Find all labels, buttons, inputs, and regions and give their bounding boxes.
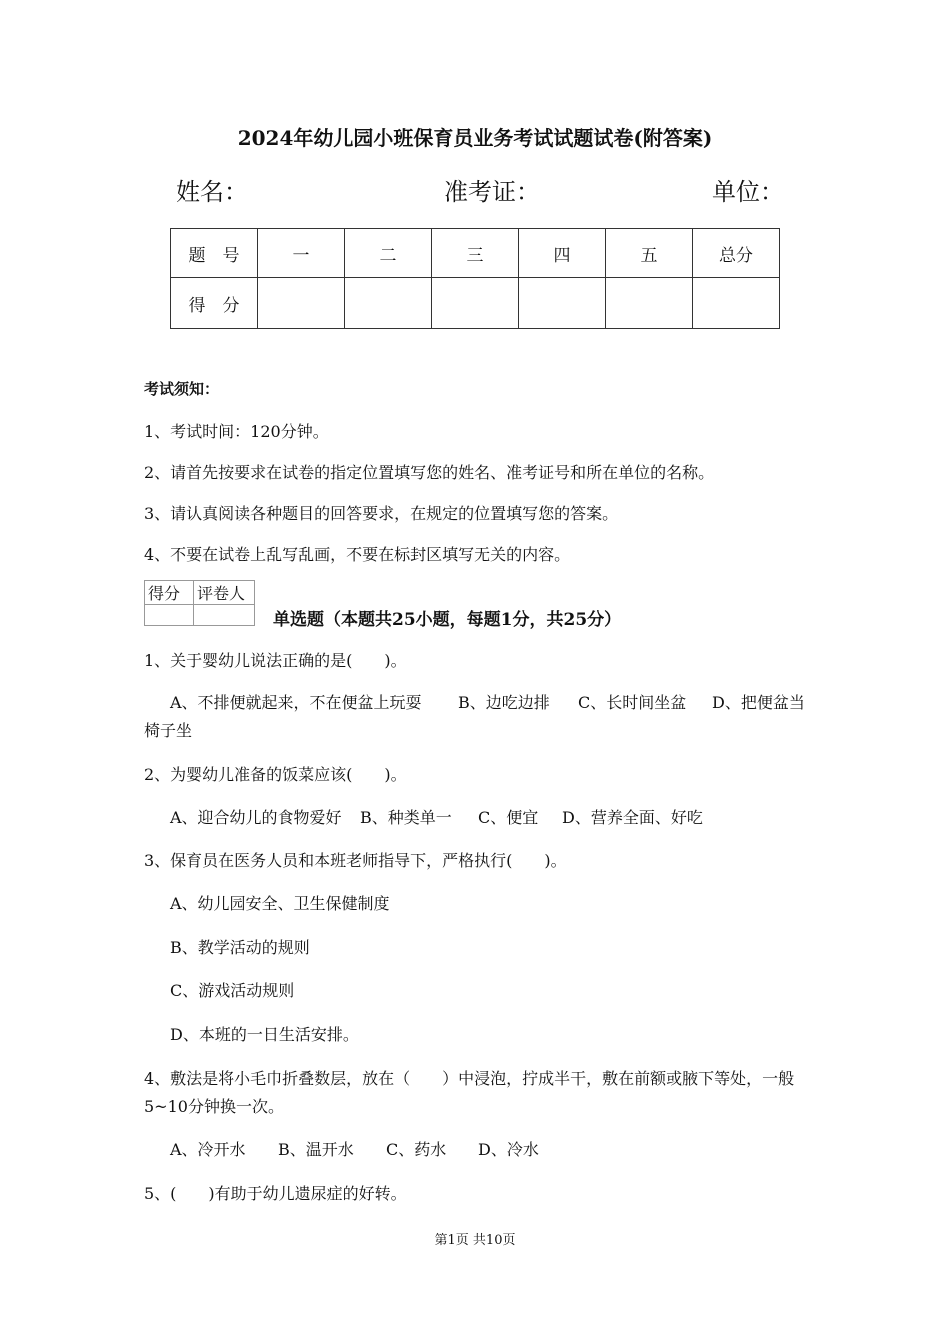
score-table-score-row bbox=[171, 278, 780, 329]
grader-reviewer-cell[interactable] bbox=[194, 605, 255, 626]
option[interactable]: A、冷开水 bbox=[170, 1140, 246, 1159]
score-cell[interactable] bbox=[606, 278, 693, 329]
section-title: 单选题（本题共25小题，每题1分，共25分） bbox=[273, 610, 622, 630]
score-cell[interactable] bbox=[693, 278, 780, 329]
option[interactable]: C、便宜 bbox=[478, 808, 539, 827]
question-stem: 4、敷法是将小毛巾折叠数层，放在（ ）中浸泡，拧成半干，敷在前额或腋下等处，一般 bbox=[144, 1069, 795, 1088]
score-table-header-cell: 一 bbox=[258, 229, 345, 278]
notice-item: 3、请认真阅读各种题目的回答要求，在规定的位置填写您的答案。 bbox=[144, 504, 619, 523]
notice-heading: 考试须知： bbox=[144, 380, 220, 398]
option-wrap-text: 椅子坐 bbox=[144, 721, 193, 740]
score-table-header-row bbox=[171, 229, 780, 278]
score-table bbox=[170, 228, 780, 329]
question-options bbox=[170, 1137, 539, 1160]
option[interactable]: B、种类单一 bbox=[360, 808, 452, 827]
option[interactable]: C、长时间坐盆 bbox=[578, 693, 687, 712]
score-table-header-cell: 三 bbox=[432, 229, 519, 278]
option[interactable]: B、教学活动的规则 bbox=[170, 938, 310, 957]
grader-score-cell[interactable] bbox=[145, 605, 194, 626]
option[interactable]: A、不排便就起来，不在便盆上玩耍 bbox=[170, 693, 422, 712]
notice-item: 1、考试时间：120分钟。 bbox=[144, 422, 329, 441]
grader-table bbox=[144, 580, 255, 626]
option[interactable]: D、本班的一日生活安排。 bbox=[170, 1025, 359, 1044]
question-stem: 5、( )有助于幼儿遗尿症的好转。 bbox=[144, 1184, 407, 1203]
score-table-header-cell: 四 bbox=[519, 229, 606, 278]
exam-id-field-label: 准考证： bbox=[444, 178, 540, 206]
option[interactable]: D、把便盆当 bbox=[712, 693, 805, 712]
page-number: 第1页 共10页 bbox=[434, 1233, 516, 1248]
question-options bbox=[170, 690, 805, 713]
score-table-header-cell: 总分 bbox=[693, 229, 780, 278]
option[interactable]: C、药水 bbox=[386, 1140, 447, 1159]
question-stem: 2、为婴幼儿准备的饭菜应该( )。 bbox=[144, 765, 407, 784]
name-field-label: 姓名： bbox=[176, 178, 248, 206]
score-cell[interactable] bbox=[432, 278, 519, 329]
question-stem: 1、关于婴幼儿说法正确的是( )。 bbox=[144, 651, 407, 670]
option[interactable]: C、游戏活动规则 bbox=[170, 981, 295, 1000]
score-table-header-cell: 二 bbox=[345, 229, 432, 278]
question-stem: 3、保育员在医务人员和本班老师指导下，严格执行( )。 bbox=[144, 851, 567, 870]
score-table-header-cell: 五 bbox=[606, 229, 693, 278]
option[interactable]: D、营养全面、好吃 bbox=[562, 808, 703, 827]
option[interactable]: D、冷水 bbox=[478, 1140, 539, 1159]
question-stem-wrap: 5~10分钟换一次。 bbox=[144, 1097, 284, 1116]
score-row-label: 得 分 bbox=[171, 278, 258, 329]
notice-item: 4、不要在试卷上乱写乱画，不要在标封区填写无关的内容。 bbox=[144, 545, 571, 564]
document-title: 2024年幼儿园小班保育员业务考试试题试卷(附答案) bbox=[237, 126, 713, 150]
option[interactable]: A、迎合幼儿的食物爱好 bbox=[170, 808, 342, 827]
grader-reviewer-label: 评卷人 bbox=[194, 581, 255, 605]
notice-item: 2、请首先按要求在试卷的指定位置填写您的姓名、准考证号和所在单位的名称。 bbox=[144, 463, 715, 482]
option[interactable]: B、温开水 bbox=[278, 1140, 354, 1159]
unit-field-label: 单位： bbox=[712, 178, 784, 206]
score-table-header-cell: 题 号 bbox=[171, 229, 258, 278]
option[interactable]: B、边吃边排 bbox=[458, 693, 550, 712]
score-cell[interactable] bbox=[345, 278, 432, 329]
question-options bbox=[170, 805, 703, 828]
score-cell[interactable] bbox=[519, 278, 606, 329]
score-cell[interactable] bbox=[258, 278, 345, 329]
option[interactable]: A、幼儿园安全、卫生保健制度 bbox=[170, 894, 390, 913]
grader-score-label: 得分 bbox=[145, 581, 194, 605]
